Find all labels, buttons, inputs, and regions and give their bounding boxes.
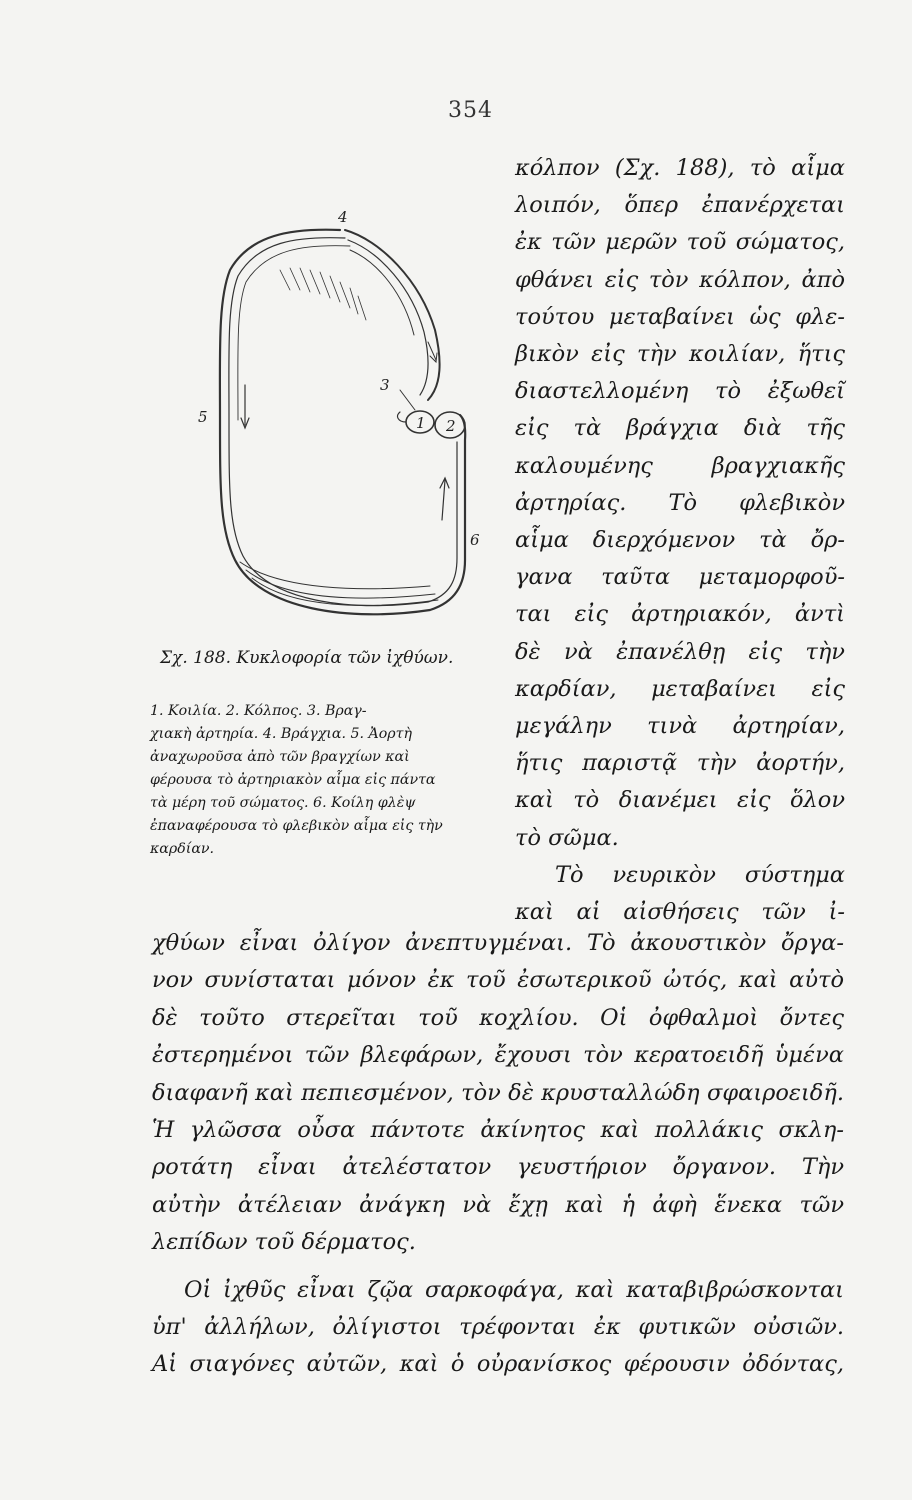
- text-line: ἐκ τῶν μερῶν τοῦ σώματος,: [515, 229, 845, 256]
- text-line: ροτάτη εἶναι ἀτελέστατον γευστήριον ὄργανον. Τὴν: [152, 1154, 844, 1181]
- circulation-diagram: [180, 190, 520, 650]
- fish-circulation-figure: [180, 190, 520, 650]
- text-line: καὶ αἱ αἰσθήσεις τῶν ἰ-: [515, 899, 845, 926]
- full-width-text: [152, 925, 844, 1384]
- text-line: μεγάλην τινὰ ἀρτηρίαν,: [515, 713, 845, 740]
- text-line: χθύων εἶναι ὀλίγον ἀνεπτυγμέναι. Τὸ ἀκουστικὸν ὄργα-: [152, 930, 844, 956]
- figure-label-2: 2: [446, 417, 456, 435]
- legend-line: χιακὴ ἀρτηρία. 4. Βράγχια. 5. Ἀορτὴ: [150, 726, 412, 742]
- text-line: καλουμένης βραγχιακῆς: [515, 452, 845, 479]
- text-line: τούτου μεταβαίνει ὡς φλε-: [515, 303, 845, 330]
- text-line: λοιπόν, ὅπερ ἐπανέρχεται: [515, 192, 845, 219]
- figure-label-6: 6: [470, 531, 480, 549]
- text-line: καὶ τὸ διανέμει εἰς ὅλον: [515, 787, 845, 814]
- text-line: φθάνει εἰς τὸν κόλπον, ἀπὸ: [515, 266, 845, 293]
- figure-label-1: 1: [416, 414, 426, 432]
- figure-label-4: 4: [338, 208, 348, 226]
- text-line: ὑπ' ἀλλήλων, ὀλίγιστοι τρέφονται ἐκ φυτικῶν οὐσιῶν.: [152, 1314, 844, 1341]
- text-line: διαστελλομένη τὸ ἐξωθεῖ: [515, 378, 845, 405]
- text-line: αὐτὴν ἀτέλειαν ἀνάγκη νὰ ἔχῃ καὶ ἡ ἀφὴ ἕνεκα τῶν: [152, 1191, 844, 1218]
- text-line: ἀρτηρίας. Τὸ φλεβικὸν: [515, 489, 845, 516]
- text-line: ἥτις παριστᾷ τὴν ἀορτήν,: [515, 750, 845, 777]
- text-line: βικὸν εἰς τὴν κοιλίαν, ἥτις: [515, 341, 845, 368]
- text-line: ται εἰς ἀρτηριακόν, ἀντὶ: [515, 601, 845, 628]
- legend-line: καρδίαν.: [150, 841, 215, 857]
- text-line: γανα ταῦτα μεταμορφοῦ-: [515, 564, 845, 591]
- text-line: ἐστερημένοι τῶν βλεφάρων, ἔχουσι τὸν κερατοειδῆ ὑμένα: [152, 1042, 844, 1069]
- text-line: εἰς τὰ βράγχια διὰ τῆς: [515, 415, 845, 442]
- right-column-text: [515, 150, 845, 931]
- text-line: Τὸ νευρικὸν σύστημα: [555, 861, 845, 888]
- text-line: διαφανῆ καὶ πεπιεσμένον, τὸν δὲ κρυσταλλώδη σφαιροειδῆ.: [152, 1079, 844, 1106]
- legend-line: ἐπαναφέρουσα τὸ φλεβικὸν αἷμα εἰς τὴν: [150, 818, 443, 834]
- text-line: τὸ σῶμα.: [515, 824, 619, 851]
- figure-label-5: 5: [198, 408, 208, 426]
- text-line: καρδίαν, μεταβαίνει εἰς: [515, 675, 845, 702]
- text-line: νον συνίσταται μόνον ἐκ τοῦ ἐσωτερικοῦ ὠτός, καὶ αὐτὸ: [152, 967, 844, 994]
- figure-caption: Σχ. 188. Κυκλοφορία τῶν ἰχθύων.: [160, 648, 454, 668]
- page-number: 354: [448, 98, 493, 123]
- legend-line: τὰ μέρη τοῦ σώματος. 6. Κοίλη φλὲψ: [150, 795, 416, 811]
- figure-legend: [150, 700, 500, 861]
- legend-line: ἀναχωροῦσα ἀπὸ τῶν βραγχίων καὶ: [150, 749, 410, 765]
- text-line: Αἱ σιαγόνες αὐτῶν, καὶ ὁ οὐρανίσκος φέρουσιν ὀδόντας,: [152, 1351, 844, 1378]
- text-line: Ἡ γλῶσσα οὖσα πάντοτε ἀκίνητος καὶ πολλάκις σκλη-: [152, 1117, 844, 1144]
- text-line: κόλπον (Σχ. 188), τὸ αἷμα: [515, 155, 845, 181]
- text-line: Οἱ ἰχθῦς εἶναι ζῷα σαρκοφάγα, καὶ καταβιβρώσκονται: [184, 1276, 844, 1303]
- legend-line: 1. Κοιλία. 2. Κόλπος. 3. Βραγ-: [150, 703, 367, 719]
- text-line: αἷμα διερχόμενον τὰ ὄρ-: [515, 527, 845, 554]
- text-line: δὲ τοῦτο στερεῖται τοῦ κοχλίου. Οἱ ὀφθαλμοὶ ὄντες: [152, 1004, 844, 1031]
- legend-line: φέρουσα τὸ ἀρτηριακὸν αἷμα εἰς πάντα: [150, 772, 436, 788]
- figure-label-3: 3: [380, 376, 390, 394]
- text-line: δὲ νὰ ἐπανέλθῃ εἰς τὴν: [515, 638, 845, 665]
- text-line: λεπίδων τοῦ δέρματος.: [152, 1229, 416, 1256]
